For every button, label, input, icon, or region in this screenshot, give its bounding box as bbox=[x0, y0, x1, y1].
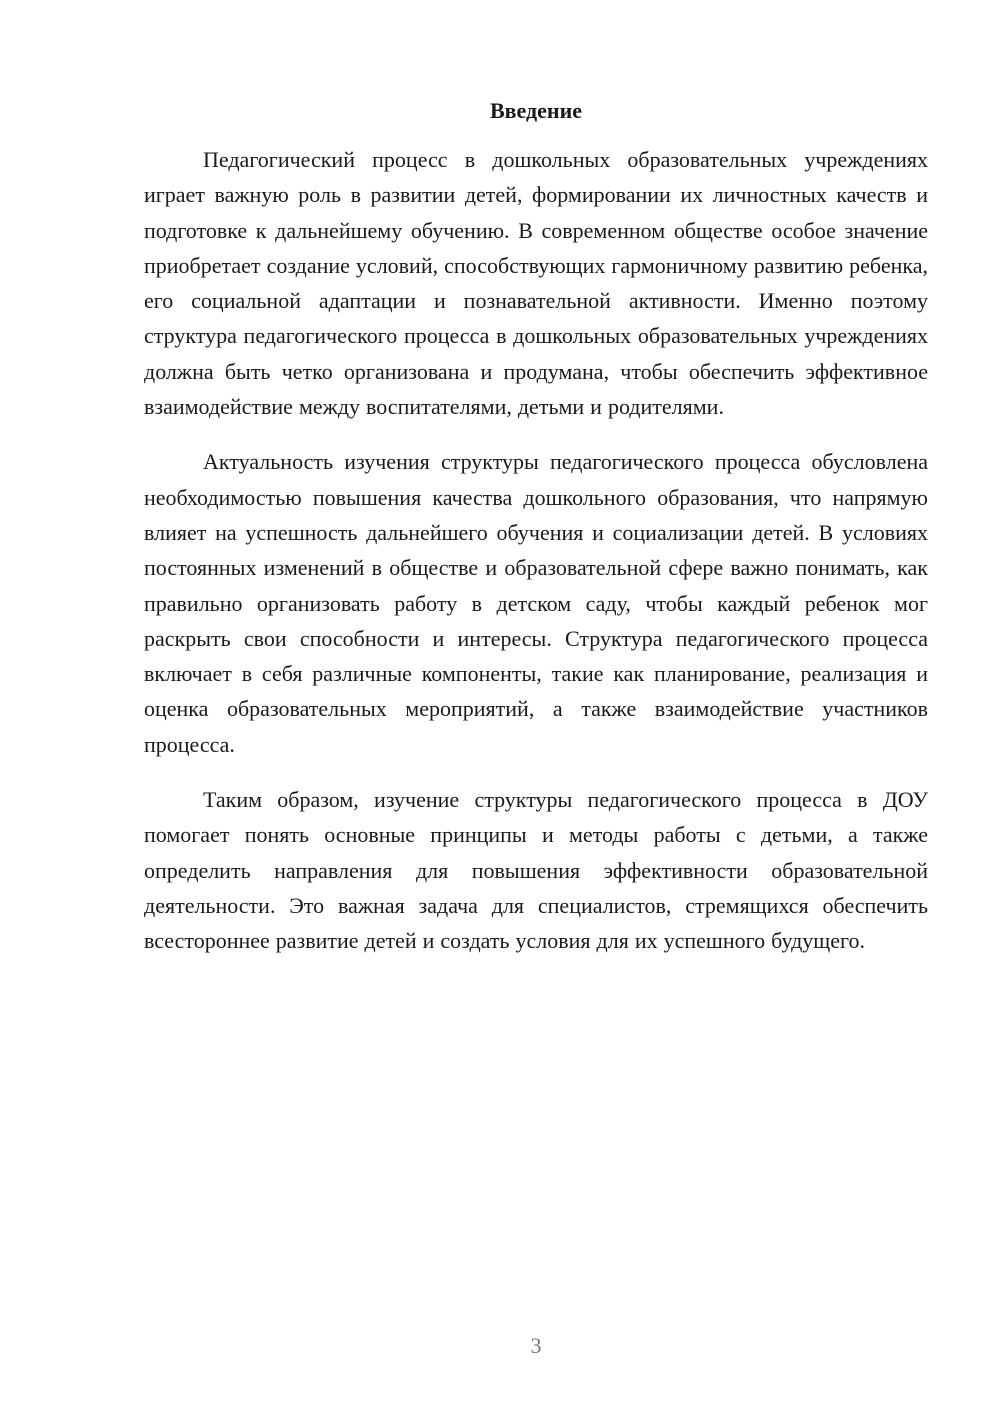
page-number: 3 bbox=[530, 1333, 542, 1358]
paragraph: Таким образом, изучение структуры педагогического процесса в ДОУ помогает понять основные принципы и методы работы с детьми, а также определить направления для повышения эффективности образовательной деятельности. Это важная задача для специалистов, стремящихся обеспечить всестороннее развитие детей и создать условия для их успешного будущего. bbox=[144, 787, 928, 954]
section-heading: Введение bbox=[489, 98, 583, 123]
paragraph: Актуальность изучения структуры педагогического процесса обусловлена необходимостью повышения качества дошкольного образования, что напрямую влияет на успешность дальнейшего обучения и социализации детей. В условиях постоянных изменений в обществе и образовательной сфере важно понимать, как правильно организовать работу в детском саду, чтобы каждый ребенок мог раскрыть свои способности и интересы. Структура педагогического процесса включает в себя различные компоненты, такие как планирование, реализация и оценка образовательных мероприятий, а также взаимодействие участников процесса. bbox=[144, 449, 928, 757]
paragraph: Педагогический процесс в дошкольных образовательных учреждениях играет важную роль в развитии детей, формировании их личностных качеств и подготовке к дальнейшему обучению. В современном обществе особое значение приобретает создание условий, способствующих гармоничному развитию ребенка, его социальной адаптации и познавательной активности. Именно поэтому структура педагогического процесса в дошкольных образовательных учреждениях должна быть четко организована и продумана, чтобы обеспечить эффективное взаимодействие между воспитателями, детьми и родителями. bbox=[144, 147, 928, 420]
body-text bbox=[144, 142, 928, 959]
